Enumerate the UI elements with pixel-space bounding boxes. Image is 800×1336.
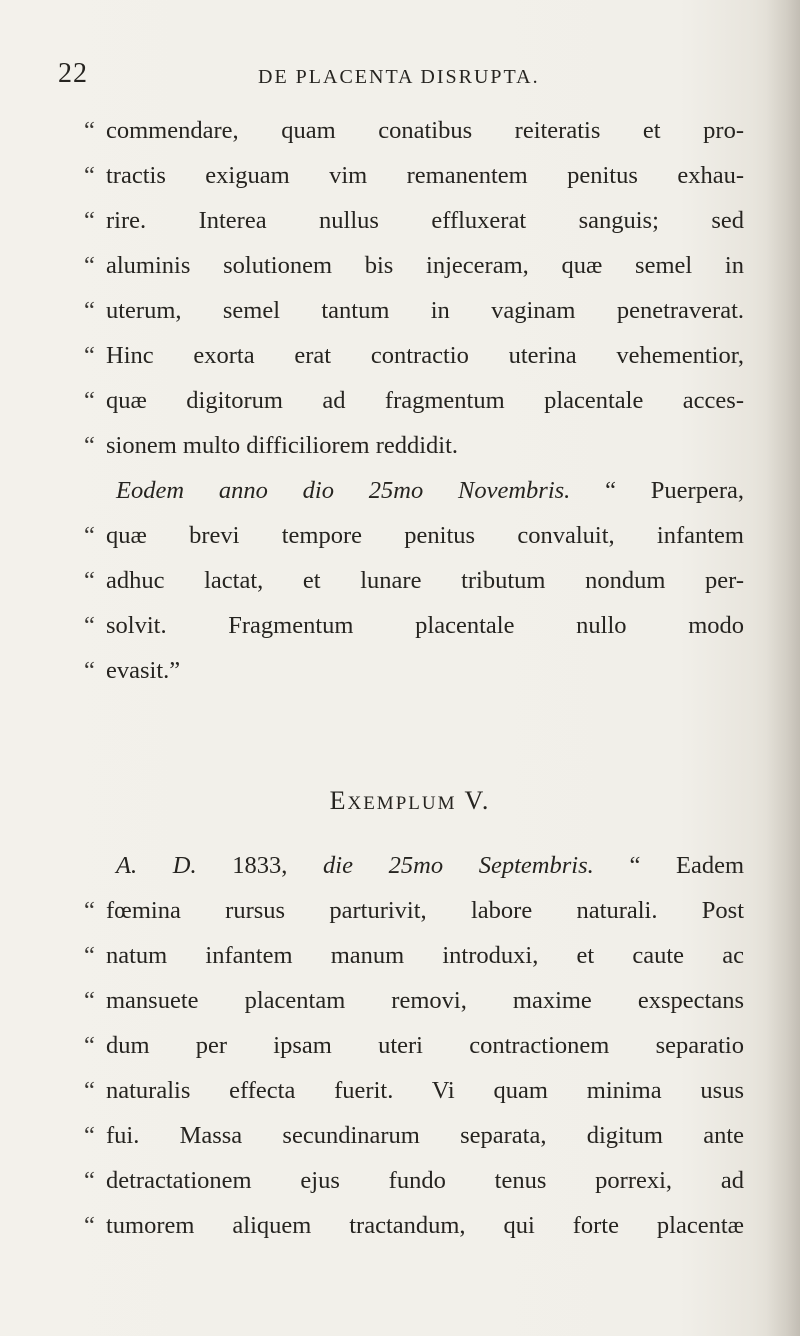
text-line: “ tractis exiguam vim remanentem penitus exhau- <box>84 162 744 189</box>
text-line: “ fui. Massa secundinarum separata, digitum ante <box>84 1122 744 1149</box>
date-line: Eodem anno dio 25mo Novembris. “ Puerpera, <box>116 477 744 504</box>
text-line: “ uterum, semel tantum in vaginam penetraverat. <box>84 297 744 324</box>
running-head: DE PLACENTA DISRUPTA. <box>258 66 540 88</box>
section-heading: EXEMPLUM V. <box>329 786 491 815</box>
text-line: “ aluminis solutionem bis injeceram, quæ semel in <box>84 252 744 279</box>
page-number: 22 <box>58 58 88 89</box>
text-line: “ sionem multo difficiliorem reddidit. <box>84 432 459 459</box>
text-line: “ rire. Interea nullus effluxerat sanguis; sed <box>84 207 744 234</box>
text-line: “ solvit. Fragmentum placentale nullo modo <box>84 612 744 639</box>
date-italic: Eodem anno dio 25mo Novembris. <box>116 477 571 504</box>
text-line: “ natum infantem manum introduxi, et caute ac <box>84 942 744 969</box>
page-edge-shadow <box>766 0 800 1336</box>
text-line: “ quæ brevi tempore penitus convaluit, infantem <box>84 522 744 549</box>
text-line: “ naturalis effecta fuerit. Vi quam minima usus <box>84 1077 744 1104</box>
text-line: “ Hinc exorta erat contractio uterina vehementior, <box>84 342 744 369</box>
text-line: “ dum per ipsam uteri contractionem separatio <box>84 1032 744 1059</box>
text-line: “ evasit.” <box>84 657 181 684</box>
text-line: “ quæ digitorum ad fragmentum placentale acces- <box>84 387 744 414</box>
text-line: “ adhuc lactat, et lunare tributum nondum per- <box>84 567 744 594</box>
text-line: “ detractationem ejus fundo tenus porrexi, ad <box>84 1167 744 1194</box>
page-header <box>58 58 698 98</box>
text-line: “ tumorem aliquem tractandum, qui forte placentæ <box>84 1212 744 1239</box>
text-line: “ mansuete placentam removi, maxime exspectans <box>84 987 744 1014</box>
text-line: “ commendare, quam conatibus reiteratis et pro- <box>84 117 744 144</box>
text-line: “ fœmina rursus parturivit, labore naturali. Post <box>84 897 744 924</box>
date-line: A. D. 1833, die 25mo Septembris. “ Eadem <box>116 852 745 879</box>
